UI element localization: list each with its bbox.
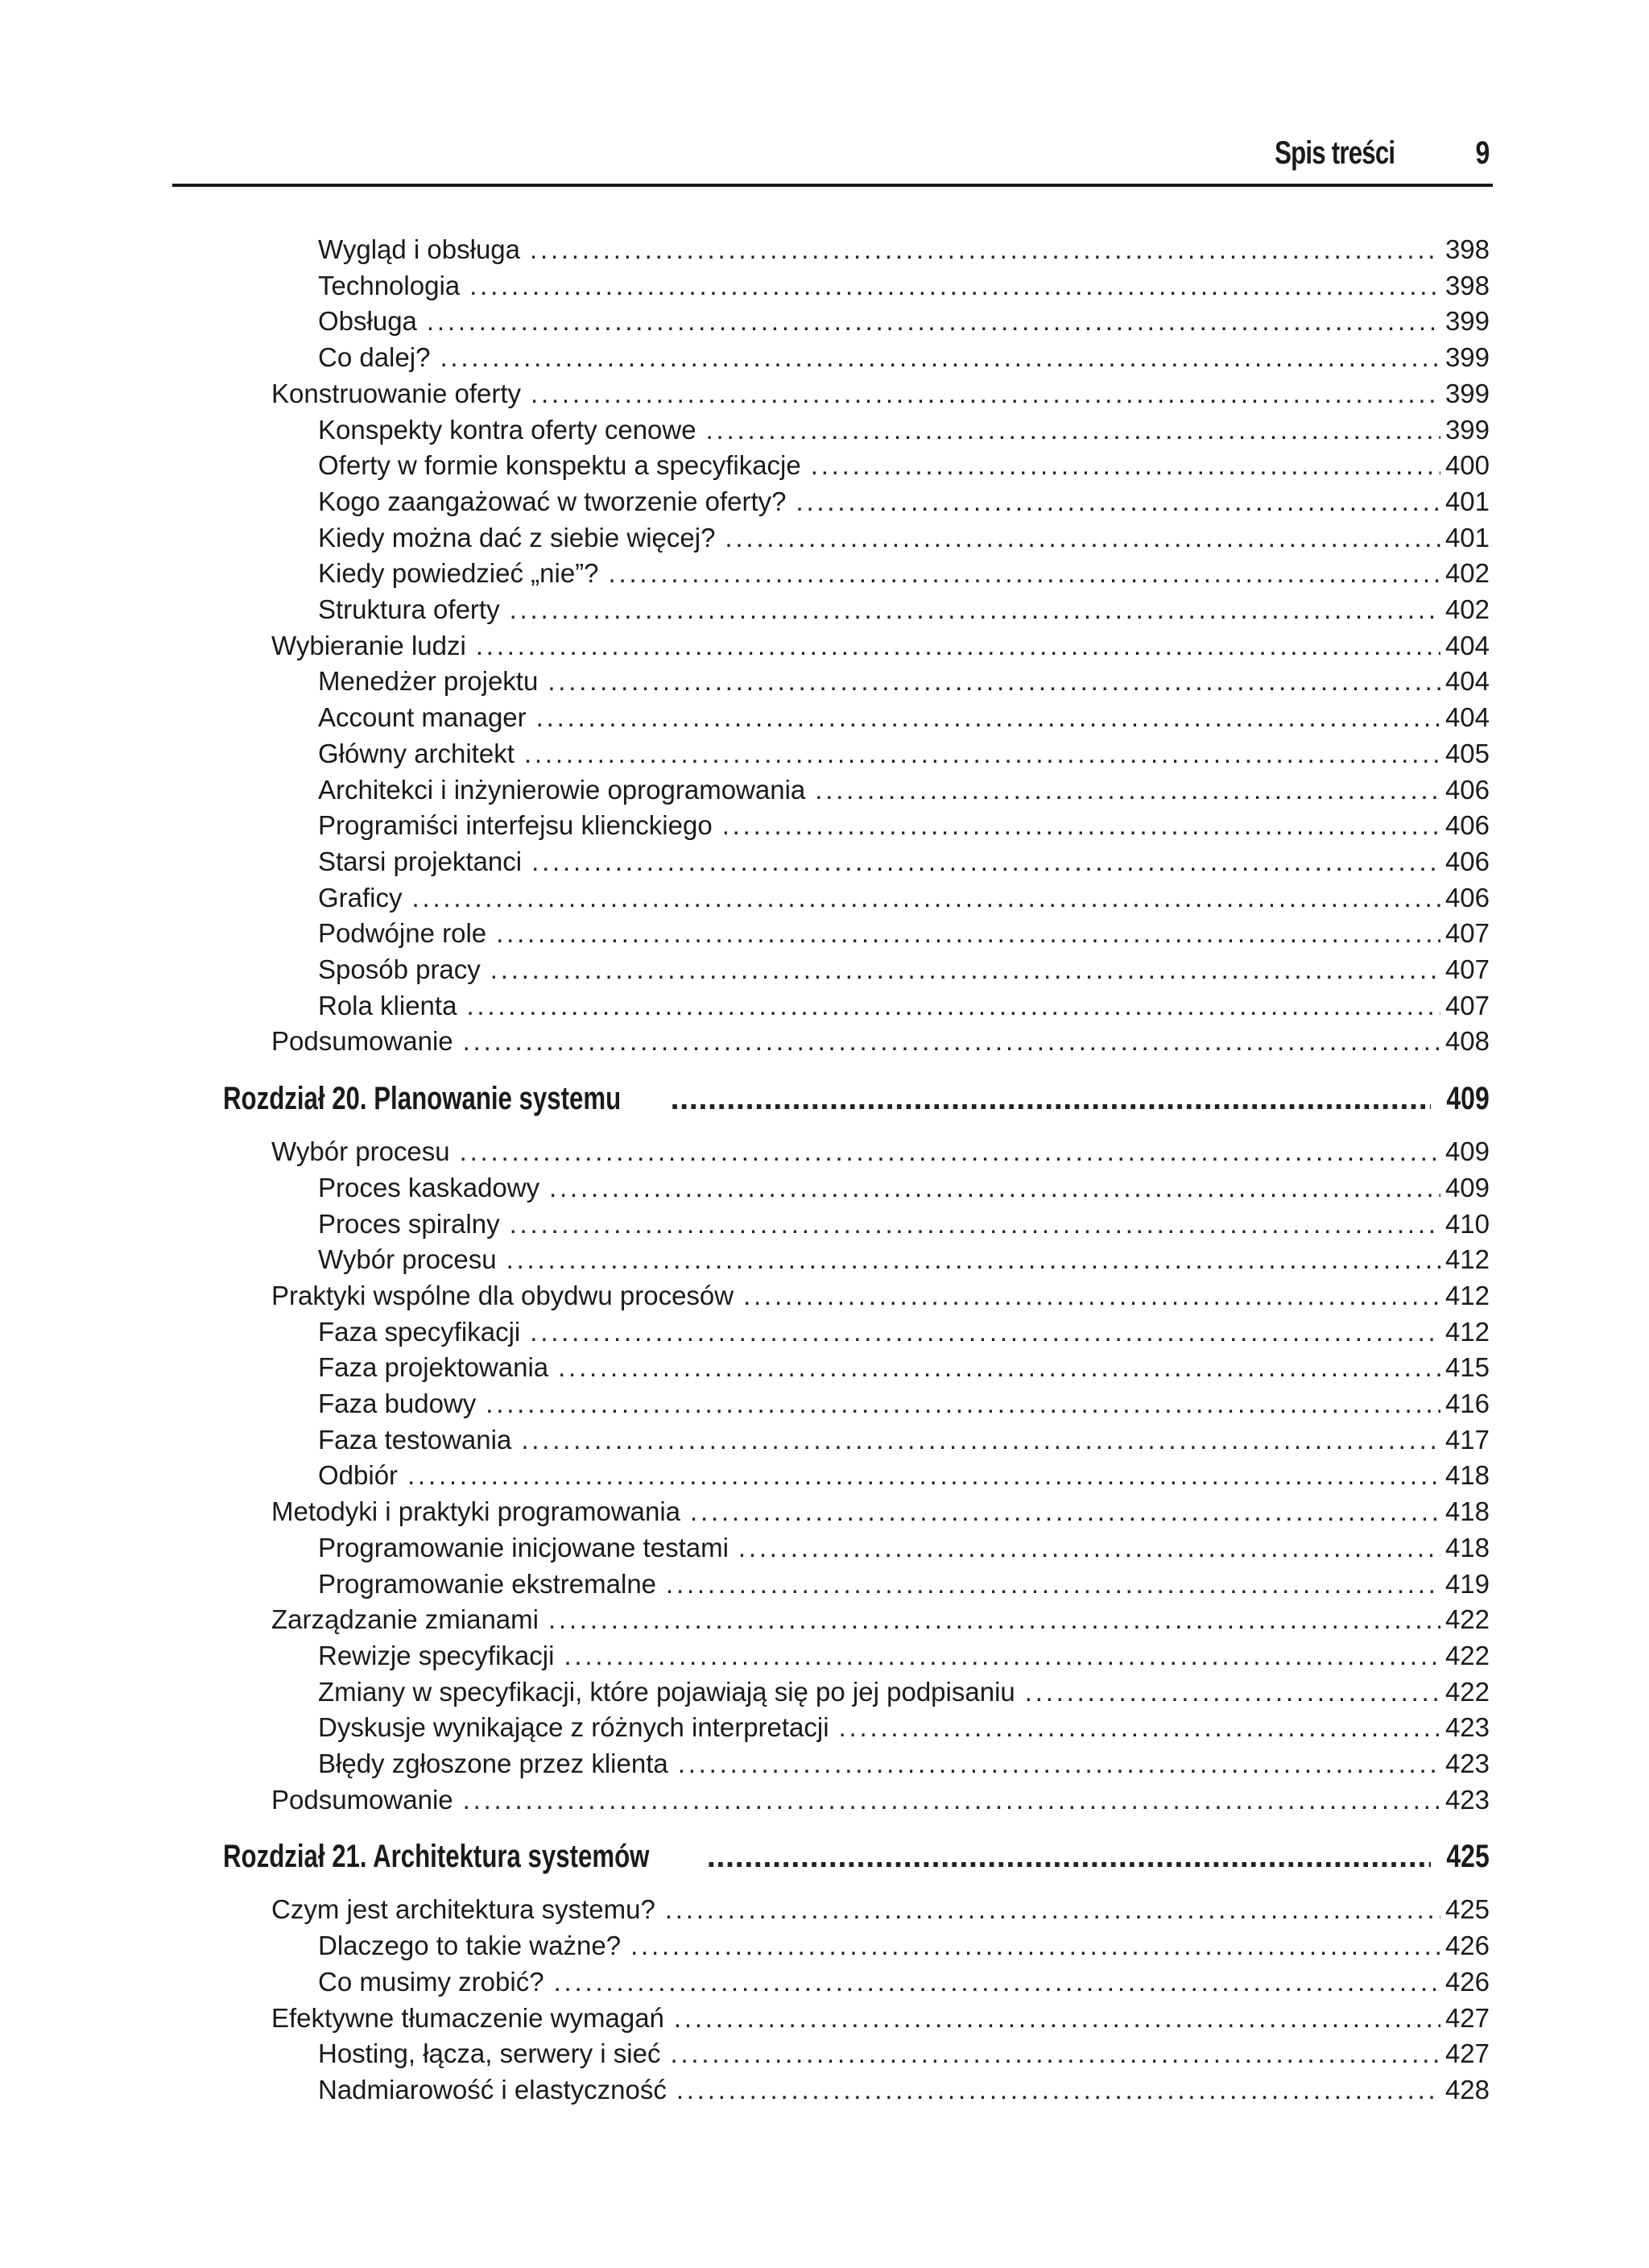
toc-entry-title: Rozdział 21. Architektura systemów [223,1839,650,1875]
toc-entry-page: 412 [1444,1316,1490,1347]
toc-entry-title: Metodyki i praktyki programowania [271,1496,681,1527]
toc-entry-title: Technologia [318,270,461,300]
toc-entry-page: 422 [1444,1676,1490,1707]
dot-leader [676,2071,1440,2108]
toc-entry-page: 409 [1446,1081,1490,1117]
toc-entry-page: 407 [1444,990,1490,1020]
toc-entry-title: Architekci i inżynierowie oprogramowania [318,774,806,805]
toc-entry-page: 400 [1444,450,1490,481]
toc-entry[interactable] [271,1133,1490,1169]
dot-leader [548,1601,1440,1637]
dot-leader [674,2000,1440,2036]
toc-entry-title: Wybór procesu [271,1136,450,1167]
toc-entry[interactable] [318,807,1490,843]
toc-entry[interactable] [318,735,1490,772]
dot-leader [1025,1674,1440,1710]
toc-entry-title: Kiedy można dać z siebie więcej? [318,522,716,553]
toc-entry[interactable] [318,231,1490,267]
toc-entry-page: 426 [1444,1966,1490,1997]
toc-entry-title: Programowanie inicjowane testami [318,1532,729,1562]
toc-entry-title: Oferty w formie konspektu a specyfikacje [318,450,801,481]
dot-leader [536,699,1440,735]
toc-entry-page: 406 [1444,810,1490,841]
toc-entry-page: 422 [1444,1640,1490,1670]
toc-entry-page: 404 [1444,630,1490,660]
dot-leader [506,1241,1440,1277]
toc-entry-title: Dyskusje wynikające z różnych interpretacji [318,1712,829,1743]
toc-entry[interactable] [318,1385,1490,1422]
dot-leader [743,1277,1440,1314]
dot-leader [609,555,1440,591]
dot-leader [665,1891,1440,1927]
toc-entry-page: 425 [1446,1839,1490,1875]
toc-entry-title: Faza testowania [318,1424,512,1455]
toc-entry-page: 404 [1444,702,1490,733]
toc-entry[interactable] [318,663,1490,699]
toc-entry[interactable] [318,987,1490,1024]
toc-entry[interactable] [318,1674,1490,1710]
toc-entry-title: Nadmiarowość i elastyczność [318,2074,667,2105]
dot-leader [690,1493,1440,1529]
toc-entry-title: Faza projektowania [318,1352,549,1383]
toc-entry[interactable] [318,519,1490,556]
toc-entry-page: 428 [1444,2074,1490,2105]
toc-entry-title: Podsumowanie [271,1026,453,1057]
dot-leader [671,1075,1432,1122]
toc-entry[interactable] [318,1709,1490,1745]
running-title: Spis treści [1274,135,1395,171]
toc-entry[interactable] [318,951,1490,987]
toc-entry-page: 412 [1444,1244,1490,1275]
toc-entry-page: 417 [1444,1424,1490,1455]
toc-entry[interactable] [318,447,1490,483]
toc-entry-title: Starsi projektanci [318,846,523,876]
toc-entry-page: 418 [1444,1460,1490,1491]
toc-entry-title: Efektywne tłumaczenie wymagań [271,2002,664,2033]
toc-entry[interactable] [318,915,1490,951]
toc-entry-title: Proces kaskadowy [318,1172,540,1202]
dot-leader [722,807,1440,843]
toc-entry[interactable] [318,879,1490,916]
toc-entry[interactable] [318,772,1490,808]
dot-leader [510,591,1440,627]
toc-entry[interactable] [318,1927,1490,1964]
toc-entry-title: Odbiór [318,1460,399,1491]
toc-entry-title: Zmiany w specyfikacji, które pojawiają się po jej podpisaniu [318,1676,1015,1707]
toc-entry-title: Graficy [318,882,403,913]
toc-entry-title: Kogo zaangażować w tworzenie oferty? [318,486,787,516]
page-number: 9 [1475,135,1490,171]
toc-entry[interactable] [271,2000,1490,2036]
dot-leader [490,951,1440,987]
toc-entry-page: 409 [1444,1172,1490,1202]
dot-leader [796,483,1440,519]
dot-leader [510,1206,1440,1242]
toc-entry-title: Zarządzanie zmianami [271,1604,539,1635]
dot-leader [486,1385,1440,1422]
toc-entry-title: Czym jest architektura systemu? [271,1894,655,1925]
dot-leader [466,987,1440,1024]
toc-entry[interactable] [318,555,1490,591]
page-header [172,129,1493,187]
toc-entry-title: Konspekty kontra oferty cenowe [318,414,696,445]
toc-entry[interactable] [318,1529,1490,1566]
toc-entry[interactable] [318,1422,1490,1458]
toc-entry-page: 410 [1444,1208,1490,1239]
toc-entry-page: 401 [1444,522,1490,553]
dot-leader [524,735,1440,772]
toc-entry-page: 405 [1444,738,1490,768]
toc-entry-title: Główny architekt [318,738,515,768]
toc-entry-page: 401 [1444,486,1490,516]
dot-leader [440,339,1440,375]
toc-entry[interactable] [318,267,1490,304]
toc-chapter[interactable] [223,1075,1490,1122]
toc-entry-page: 415 [1444,1352,1490,1383]
toc-entry-title: Wygląd i obsługa [318,234,521,264]
toc-entry[interactable] [318,1964,1490,2000]
toc-entry-title: Programowanie ekstremalne [318,1568,657,1599]
toc-entry-title: Faza budowy [318,1389,477,1418]
toc-entry-title: Wybieranie ludzi [271,630,466,660]
toc-entry-page: 404 [1444,666,1490,697]
toc-entry-page: 399 [1444,378,1490,408]
toc-entry-page: 399 [1444,306,1490,337]
toc-entry-page: 407 [1444,918,1490,949]
toc-entry-page: 423 [1444,1784,1490,1815]
toc-entry-page: 419 [1444,1568,1490,1599]
toc-entry[interactable] [318,339,1490,375]
toc-entry[interactable] [318,1457,1490,1493]
toc-entry-page: 416 [1444,1389,1490,1418]
toc-entry-page: 408 [1444,1026,1490,1057]
toc-entry[interactable] [318,1566,1490,1602]
toc-chapter[interactable] [223,1833,1490,1880]
dot-leader [427,303,1440,339]
toc-entry[interactable] [318,843,1490,879]
toc-entry-page: 409 [1444,1136,1490,1167]
toc-entry[interactable] [318,412,1490,448]
toc-entry[interactable] [318,483,1490,519]
toc-entry-title: Praktyki wspólne dla obydwu procesów [271,1280,734,1310]
toc-entry-title: Proces spiralny [318,1208,500,1239]
toc-entry-page: 412 [1444,1280,1490,1310]
toc-entry[interactable] [318,1349,1490,1385]
toc-entry-title: Dlaczego to takie ważne? [318,1931,622,1961]
toc-entry-title: Obsługa [318,306,417,337]
toc-entry-page: 406 [1444,846,1490,876]
dot-leader [530,1314,1440,1350]
toc-entry-page: 418 [1444,1496,1490,1527]
dot-leader [531,843,1440,879]
toc-entry[interactable] [271,1782,1490,1818]
toc-entry-page: 423 [1444,1749,1490,1778]
toc-entry-title: Rewizje specyfikacji [318,1640,555,1670]
dot-leader [407,1457,1440,1493]
dot-leader [707,1833,1432,1880]
toc-entry[interactable] [318,1314,1490,1350]
toc-entry-title: Wybór procesu [318,1244,497,1275]
toc-entry-title: Faza specyfikacji [318,1316,521,1347]
toc-entry[interactable] [318,591,1490,627]
toc-entry[interactable] [318,1206,1490,1242]
toc-entry-page: 406 [1444,774,1490,805]
toc-entry-page: 399 [1444,414,1490,445]
toc-entry[interactable] [318,699,1490,735]
toc-entry-title: Sposób pracy [318,954,481,984]
toc-entry[interactable] [271,1023,1490,1059]
dot-leader [558,1349,1440,1385]
toc-entry[interactable] [318,1745,1490,1782]
toc-entry-title: Błędy zgłoszone przez klienta [318,1749,668,1778]
toc-entry-page: 398 [1444,234,1490,264]
toc-entry[interactable] [271,1277,1490,1314]
toc-entry-title: Struktura oferty [318,594,500,624]
toc-entry[interactable] [318,1241,1490,1277]
dot-leader [839,1709,1440,1745]
dot-leader [469,267,1440,304]
toc-entry[interactable] [318,2071,1490,2108]
toc-entry-page: 427 [1444,2002,1490,2033]
toc-entry[interactable] [271,1601,1490,1637]
toc-entry-page: 402 [1444,558,1490,589]
dot-leader [476,627,1440,664]
toc-entry-title: Programiści interfejsu klienckiego [318,810,713,841]
dot-leader [564,1637,1440,1674]
dot-leader [678,1745,1440,1782]
toc-entry-title: Podwójne role [318,918,487,949]
toc-entry[interactable] [318,303,1490,339]
dot-leader [666,1566,1440,1602]
dot-leader [463,1023,1440,1059]
dot-leader [548,663,1440,699]
toc-entry-page: 425 [1444,1894,1490,1925]
toc-entry-title: Hosting, łącza, serwery i sieć [318,2038,661,2069]
toc-entry-page: 406 [1444,882,1490,913]
toc-entry-title: Co musimy zrobić? [318,1966,544,1997]
toc-entry-page: 399 [1444,342,1490,373]
toc-entry[interactable] [318,1169,1490,1206]
dot-leader [549,1169,1440,1206]
dot-leader [531,375,1440,412]
dot-leader [815,772,1440,808]
toc-entry[interactable] [318,2035,1490,2071]
toc-entry-title: Menedżer projektu [318,666,539,697]
toc-entry-page: 422 [1444,1604,1490,1635]
toc-entry-title: Rola klienta [318,990,457,1020]
dot-leader [412,879,1440,916]
toc-entry-title: Rozdział 20. Planowanie systemu [223,1081,622,1117]
toc-entry-page: 426 [1444,1931,1490,1961]
toc-entry-page: 398 [1444,270,1490,300]
toc-entry-title: Podsumowanie [271,1784,453,1815]
toc-entry-title: Co dalej? [318,342,431,373]
toc-entry-title: Account manager [318,702,527,733]
dot-leader [521,1422,1440,1458]
dot-leader [630,1927,1440,1964]
dot-leader [738,1529,1440,1566]
toc-entry[interactable] [318,1637,1490,1674]
dot-leader [463,1782,1440,1818]
dot-leader [670,2035,1440,2071]
dot-leader [554,1964,1440,2000]
dot-leader [725,519,1440,556]
toc-entry-page: 418 [1444,1532,1490,1562]
toc-entry-page: 427 [1444,2038,1490,2069]
toc-entry[interactable] [271,375,1490,412]
toc-entry-page: 407 [1444,954,1490,984]
toc-entry-title: Kiedy powiedzieć „nie”? [318,558,599,589]
toc-entry[interactable] [271,627,1490,664]
dot-leader [460,1133,1440,1169]
toc-entry[interactable] [271,1891,1490,1927]
dot-leader [706,412,1440,448]
toc-entry-page: 402 [1444,594,1490,624]
toc-entry-page: 423 [1444,1712,1490,1743]
dot-leader [811,447,1440,483]
toc-entry-title: Konstruowanie oferty [271,378,522,408]
toc-entry[interactable] [271,1493,1490,1529]
dot-leader [530,231,1440,267]
dot-leader [496,915,1440,951]
